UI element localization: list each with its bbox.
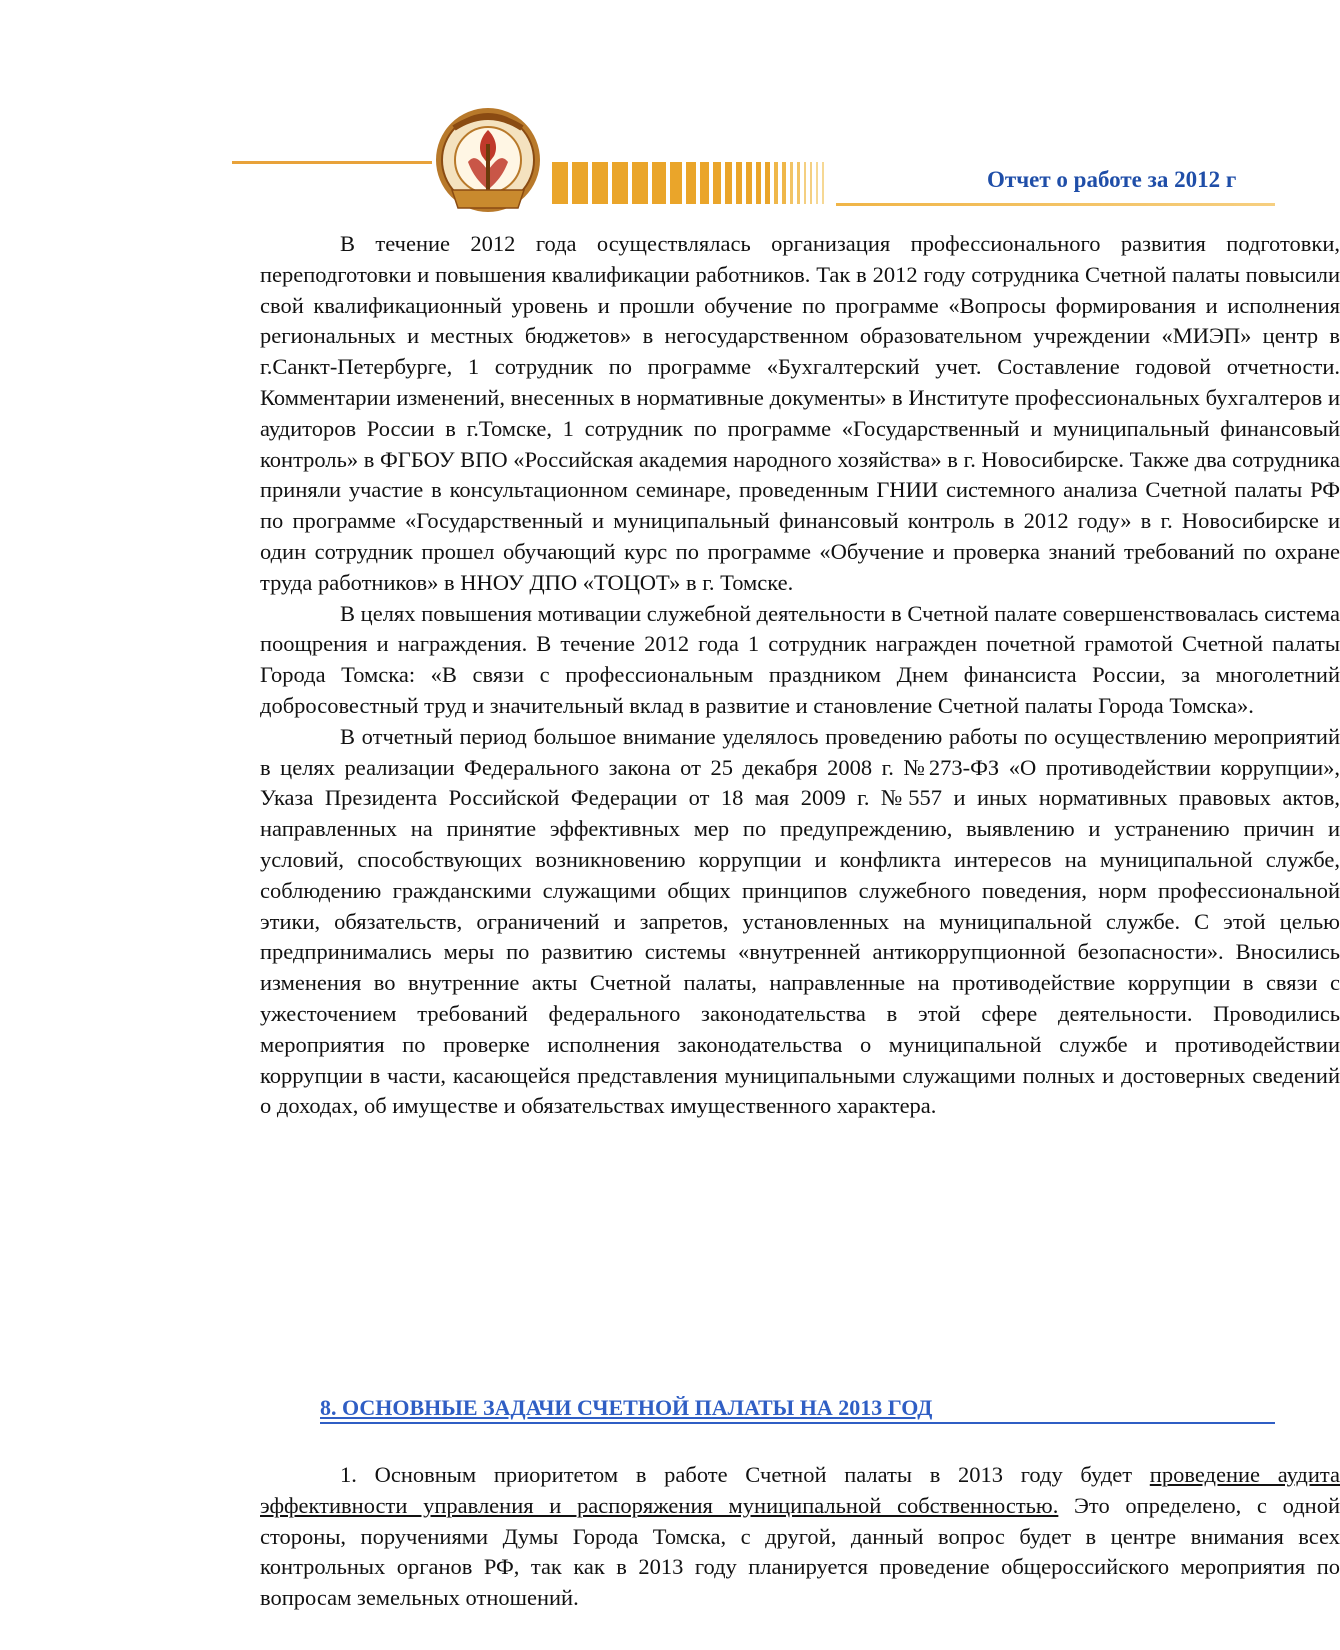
chamber-emblem-logo — [432, 104, 544, 218]
section-heading-text: 8. ОСНОВНЫЕ ЗАДАЧИ СЧЕТНОЙ ПАЛАТЫ НА 2013 ГОД — [320, 1395, 933, 1420]
priorities-rest: Это определено, с одной стороны, поручениями Думы Города Томска, с другой, данный вопрос будет в центре внимания всех контрольных органов РФ, так как в 2013 году планируется проведение общероссийского мероприятия по вопросам земельных отношений. — [260, 1492, 1340, 1611]
paragraph-training: В течение 2012 года осуществлялась организация профессионального развития подготовки, переподготовки и повышения квалификации работников. Так в 2012 году сотрудника Счетной палаты повысили свой квалификационный уровень и прошли обучение по программе «Вопросы формирования и исполнения региональных и местных бюджетов» в негосударственном образовательном учреждении «МИЭП» центр в г.Санкт-Петербурге, 1 сотрудник по программе «Бухгалтерский учет. Составление годовой отчетности. Комментарии изменений, внесенных в нормативные документы» в Институте профессиональных бухгалтеров и аудиторов России в г.Томске, 1 сотрудник по программе «Государственный и муниципальный финансовый контроль» в ФГБОУ ВПО «Российская академия народного хозяйства» в г. Новосибирске. Также два сотрудника приняли участие в консультационном семинаре, проведенным ГНИИ системного анализа Счетной палаты РФ по программе «Государственный и муниципальный финансовый контроль в 2012 году» в г. Новосибирске и один сотрудник прошел обучающий курс по программе «Обучение и проверка знаний требований по охране труда работников» в ННОУ ДПО «ТОЦОТ» в г. Томске. — [260, 231, 1340, 595]
paragraph-priorities — [260, 1460, 1340, 1614]
report-title: Отчет о работе за 2012 г — [987, 167, 1237, 192]
priorities-underlined: проведение аудита эффективности управления и распоряжения муниципальной собственностью. — [260, 1462, 1340, 1518]
document-body — [260, 229, 1340, 1122]
header-stripe-bar — [552, 162, 836, 204]
paragraph-motivation: В целях повышения мотивации служебной деятельности в Счетной палате совершенствовалась система поощрения и награждения. В течение 2012 года 1 сотрудник награжден почетной грамотой Счетной палаты Города Томска: «В связи с профессиональным праздником Днем финансиста России, за многолетний добросовестный труд и значительный вклад в развитие и становление Счетной палаты Города Томска». — [260, 600, 1340, 718]
priorities-lead: 1. Основным приоритетом в работе Счетной палаты в 2013 году будет — [340, 1462, 1150, 1487]
section-heading — [320, 1396, 1275, 1424]
header-rule-right — [836, 203, 1275, 206]
section-body — [260, 1460, 1340, 1614]
header-rule-left — [232, 161, 432, 164]
paragraph-anticorruption: В отчетный период большое внимание уделялось проведению работы по осуществлению мероприятий в целях реализации Федерального закона от 25 декабря 2008 г. №273-ФЗ «О противодействии коррупции», Указа Президента Российской Федерации от 18 мая 2009 г. №557 и иных нормативных правовых актов, направленных на принятие эффективных мер по предупреждению, выявлению и устранению причин и условий, способствующих возникновению коррупции и конфликта интересов на муниципальной службе, соблюдению гражданскими служащими общих принципов служебного поведения, норм профессиональной этики, обязательств, ограничений и запретов, установленных на муниципальной службе. С этой целью предпринимались меры по развитию системы «внутренней антикоррупционной безопасности». Вносились изменения во внутренние акты Счетной палаты, направленные на противодействие коррупции в связи с ужесточением требований федерального законодательства в этой сфере деятельности. Проводились мероприятия по проверке исполнения законодательства о муниципальной службе и противодействии коррупции в части, касающейся представления муниципальными служащими полных и достоверных сведений о доходах, об имуществе и обязательствах имущественного характера. — [260, 723, 1340, 1119]
